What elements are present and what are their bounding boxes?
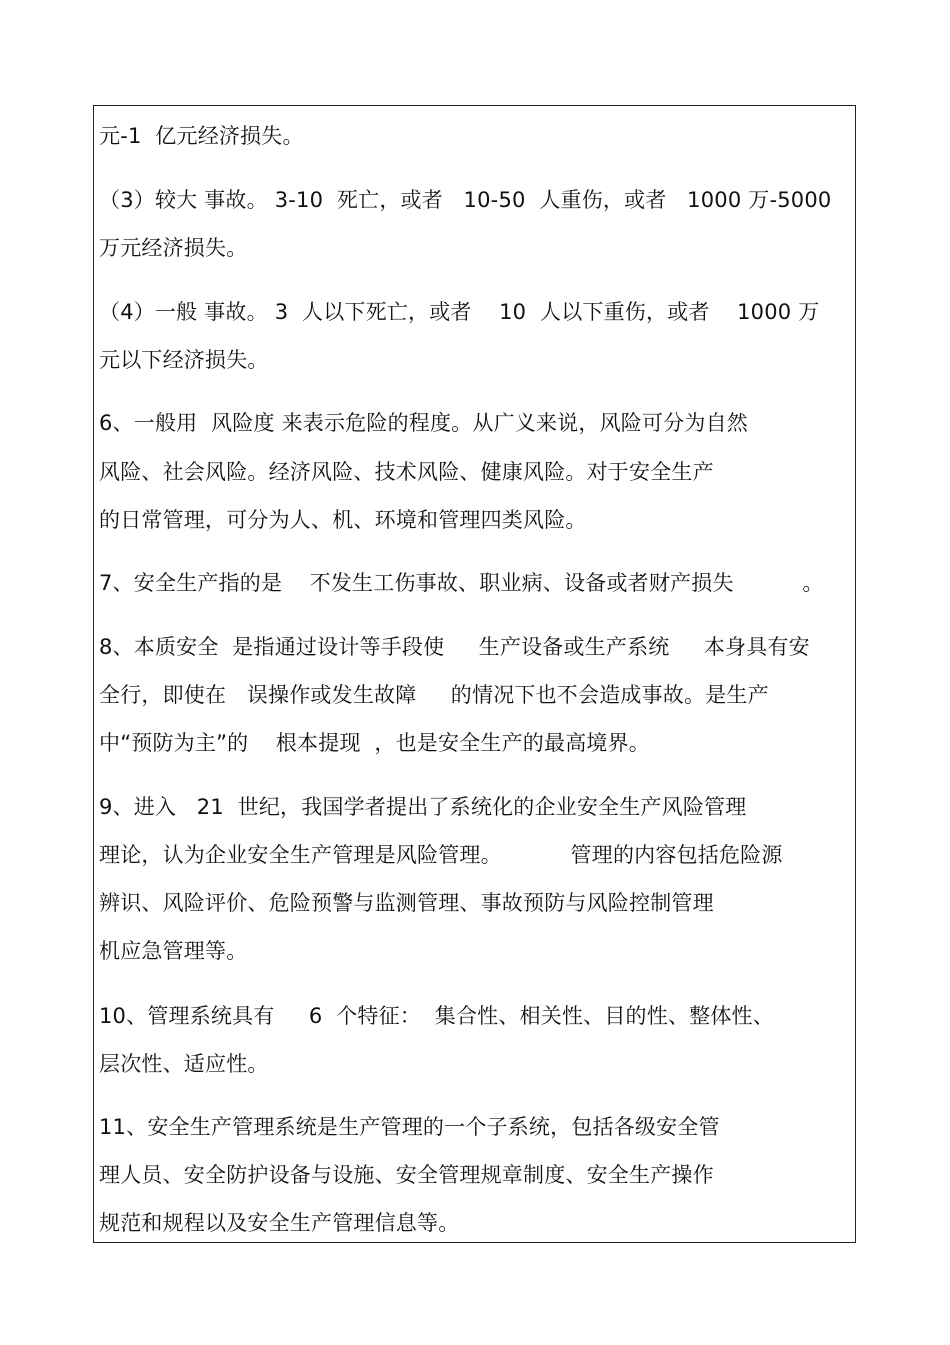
text-line: （4）一般 事故。 3 人以下死亡，或者 10 人以下重伤，或者 1000 万 bbox=[99, 300, 820, 324]
text-line: 元以下经济损失。 bbox=[99, 348, 269, 372]
text-line: 11、安全生产管理系统是生产管理的一个子系统，包括各级安全管 bbox=[99, 1115, 720, 1139]
text-line: 10、管理系统具有 6 个特征： 集合性、相关性、目的性、整体性、 bbox=[99, 1004, 774, 1028]
text-line: 6、一般用 风险度 来表示危险的程度。从广义来说，风险可分为自然 bbox=[99, 411, 748, 435]
text-line: （3）较大 事故。 3-10 死亡，或者 10-50 人重伤，或者 1000 万-5000 bbox=[99, 188, 832, 212]
text-line: 的日常管理，可分为人、机、环境和管理四类风险。 bbox=[99, 508, 587, 532]
text-line: 8、本质安全 是指通过设计等手段使 生产设备或生产系统 本身具有安 bbox=[99, 635, 810, 659]
text-line: 层次性、适应性。 bbox=[99, 1052, 269, 1076]
text-line: 机应急管理等。 bbox=[99, 939, 248, 963]
text-line: 万元经济损失。 bbox=[99, 236, 248, 260]
text-line: 理人员、安全防护设备与设施、安全管理规章制度、安全生产操作 bbox=[99, 1163, 714, 1187]
text-line: 规范和规程以及安全生产管理信息等。 bbox=[99, 1211, 460, 1235]
text-line: 7、安全生产指的是 不发生工伤事故、职业病、设备或者财产损失 。 bbox=[99, 571, 824, 595]
text-line: 全行，即使在 误操作或发生故障 的情况下也不会造成事故。是生产 bbox=[99, 683, 769, 707]
text-line: 风险、社会风险。经济风险、技术风险、健康风险。对于安全生产 bbox=[99, 460, 714, 484]
text-line: 辨识、风险评价、危险预警与监测管理、事故预防与风险控制管理 bbox=[99, 891, 714, 915]
text-line: 中“预防为主”的 根本提现 ，也是安全生产的最高境界。 bbox=[99, 731, 651, 755]
text-line: 元-1 亿元经济损失。 bbox=[99, 124, 304, 148]
text-line: 9、进入 21 世纪，我国学者提出了系统化的企业安全生产风险管理 bbox=[99, 795, 747, 819]
text-line: 理论，认为企业安全生产管理是风险管理。 管理的内容包括危险源 bbox=[99, 843, 783, 867]
